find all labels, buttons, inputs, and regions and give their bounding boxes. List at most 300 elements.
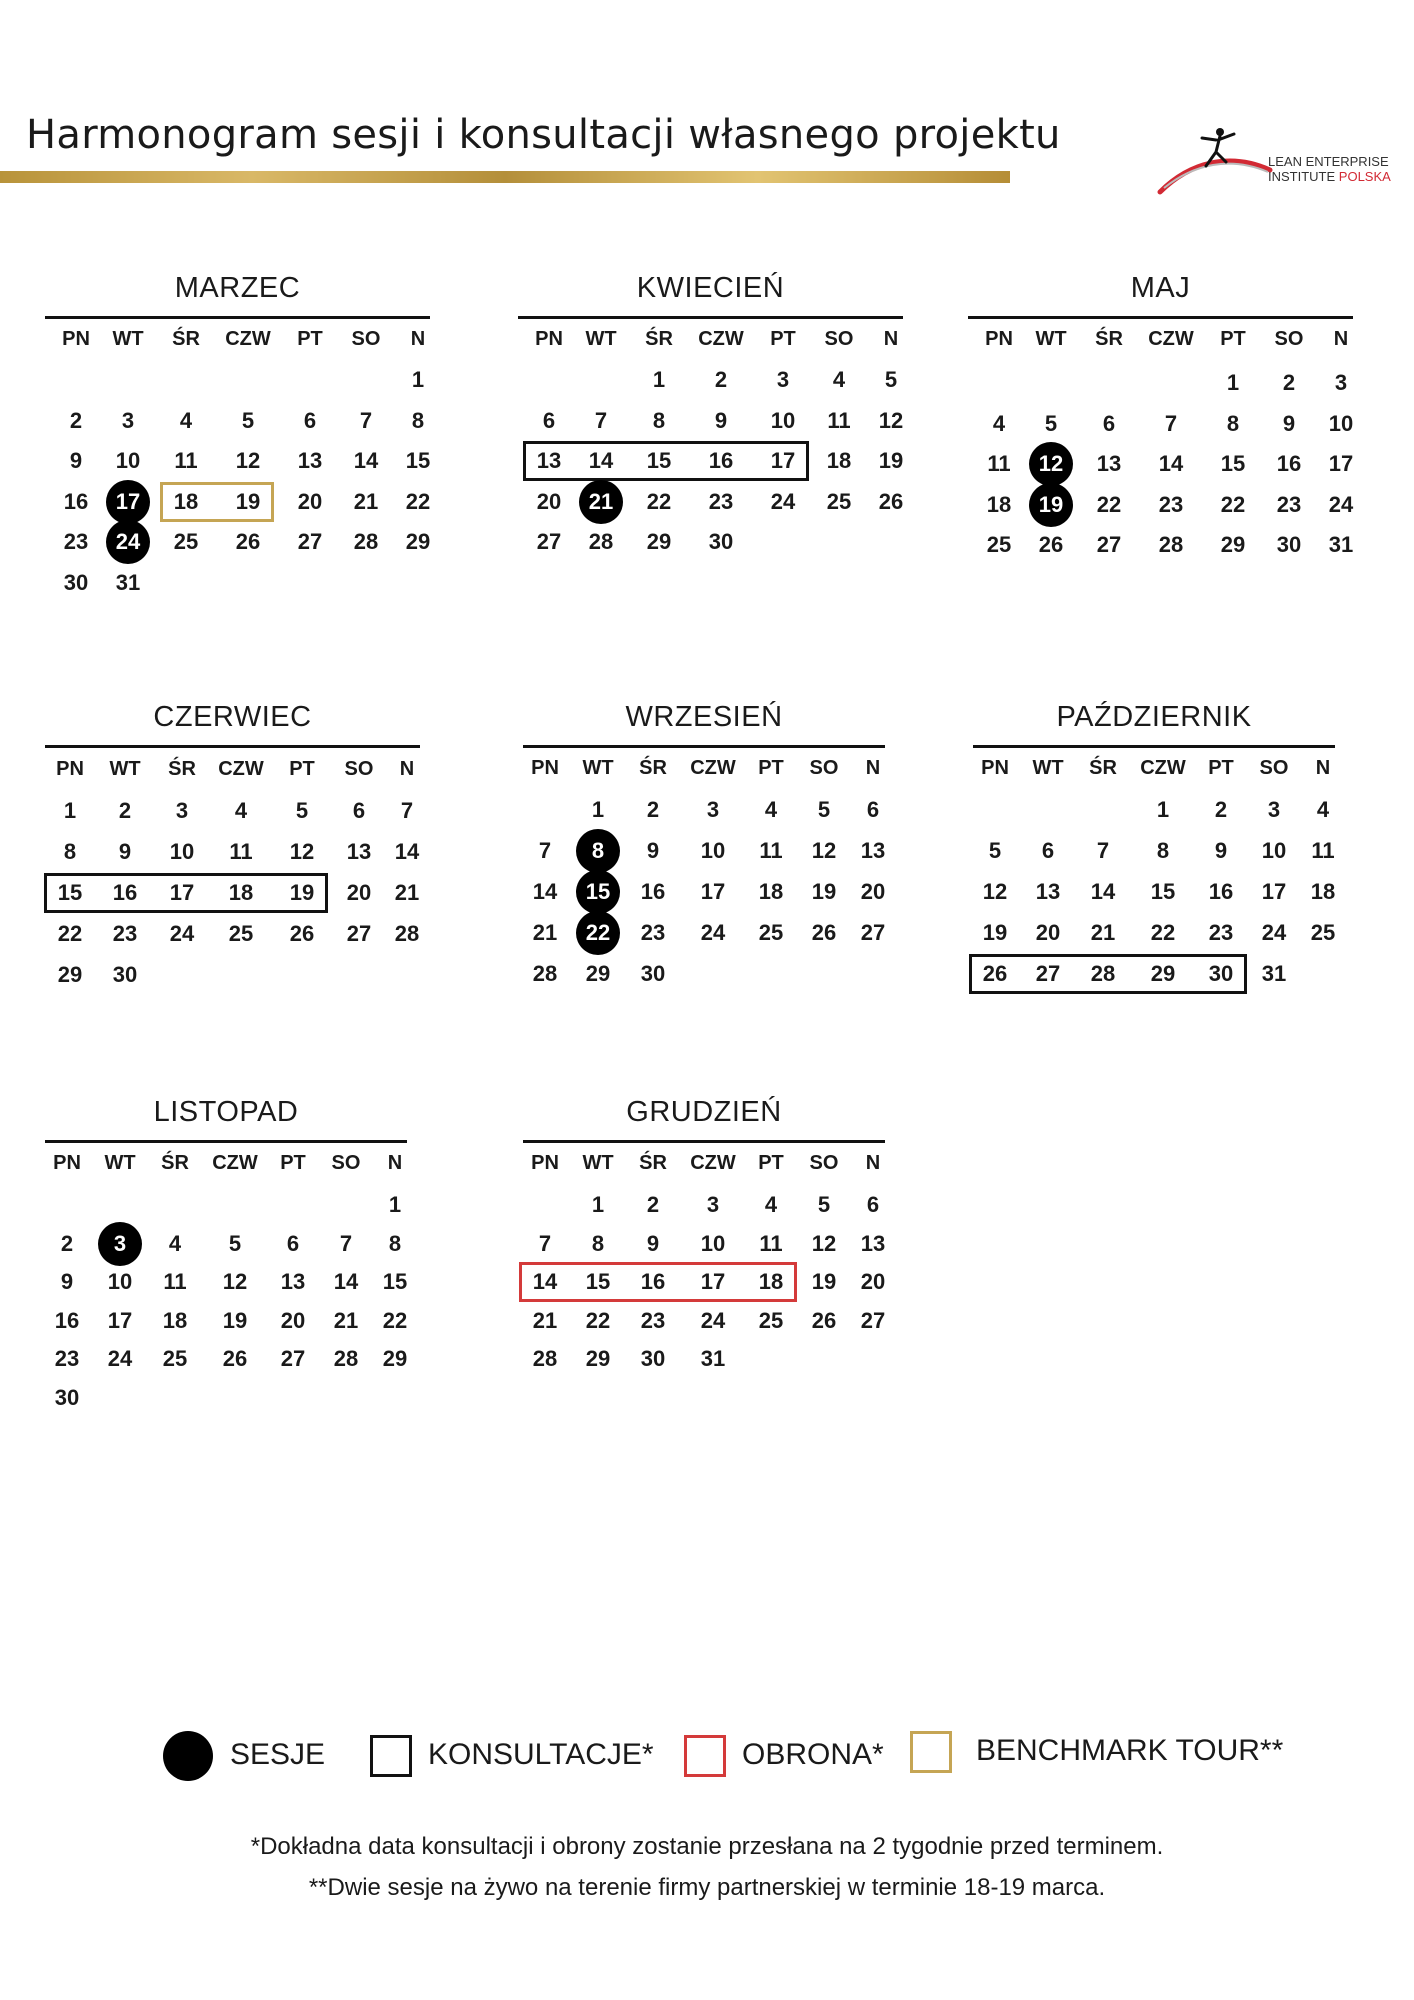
day-cell: 22 [382,1307,408,1333]
day-cell: 16 [640,879,666,904]
day-cell: 10 [169,839,195,864]
day-cell: 8 [63,839,77,864]
day-cell: 17 [107,1307,133,1333]
day-cell: 2 [60,1230,74,1256]
weekday-label: PN [985,328,1013,350]
day-cell: 31 [1261,961,1287,986]
day-cell: 13 [860,1230,886,1256]
day-cell: 11 [759,1230,783,1256]
day-cell: 1 [652,367,666,392]
gold-divider [0,171,1010,183]
day-cell: 10 [700,838,726,863]
day-cell: 9 [60,1269,74,1294]
day-cell: 24 [770,488,796,514]
day-cell: 12 [811,1230,837,1256]
day-cell: 20 [1035,920,1061,945]
legend-session-dot [163,1731,213,1781]
weekday-label: N [399,758,415,780]
day-cell: 3 [706,1192,720,1217]
day-cell: 27 [1096,532,1122,557]
session-day: 3 [98,1222,142,1266]
weekday-label: SO [351,328,381,350]
day-cell: 30 [708,529,734,554]
day-cell: 8 [388,1230,402,1256]
day-cell: 22 [57,921,83,946]
day-cell: 7 [359,407,373,433]
day-cell: 29 [1220,532,1246,557]
day-cell: 22 [1220,491,1246,517]
month-rule [45,316,430,319]
day-cell: 18 [826,448,852,473]
weekday-label: PN [531,757,559,779]
day-cell: 16 [640,1269,666,1294]
day-cell: 14 [532,879,558,904]
day-cell: 26 [982,961,1008,986]
day-cell: 8 [591,1230,605,1256]
weekday-label: CZW [1140,757,1186,779]
day-cell: 11 [987,451,1011,476]
day-cell: 10 [770,407,796,433]
day-cell: 29 [585,1346,611,1371]
day-cell: 6 [286,1230,300,1256]
day-cell: 11 [759,838,783,863]
day-cell: 30 [1208,961,1234,986]
day-cell: 19 [289,880,315,905]
day-cell: 31 [115,569,141,595]
day-cell: 23 [1158,491,1184,517]
day-cell: 12 [222,1269,248,1294]
day-cell: 20 [346,880,372,905]
day-cell: 28 [353,529,379,554]
weekday-label: PN [62,328,90,350]
day-cell: 21 [532,1307,558,1333]
day-cell: 26 [289,921,315,946]
day-cell: 25 [986,532,1012,557]
day-cell: 27 [297,529,323,554]
day-cell: 22 [585,1307,611,1333]
day-cell: 17 [770,448,796,473]
day-cell: 23 [54,1346,80,1371]
weekday-label: PN [53,1152,81,1174]
day-cell: 9 [646,1230,660,1256]
weekday-label: WT [585,328,617,350]
day-cell: 27 [280,1346,306,1371]
day-cell: 15 [646,448,672,473]
page-title: Harmonogram sesji i konsultacji własnego projektu [26,112,1061,158]
weekday-label: ŚR [1095,328,1123,350]
day-cell: 11 [827,407,851,433]
day-cell: 5 [228,1230,242,1256]
day-cell: 8 [411,407,425,433]
footnote-2: **Dwie sesje na żywo na terenie firmy partnerskiej w terminie 18-19 marca. [308,1874,1106,1901]
day-cell: 1 [1226,370,1240,395]
session-day: 24 [106,520,150,564]
logo-line-2b: POLSKA [1338,169,1391,184]
day-cell: 23 [112,921,138,946]
day-cell: 20 [860,879,886,904]
month-rule [518,316,903,319]
day-cell: 18 [758,879,784,904]
day-cell: 21 [532,920,558,945]
day-cell: 28 [1090,961,1116,986]
day-cell: 2 [1214,797,1228,822]
day-cell: 26 [878,488,904,514]
day-cell: 11 [1311,838,1335,863]
legend-benchmark-box [910,1731,952,1773]
day-cell: 24 [1328,491,1354,517]
month-rule [45,745,420,748]
weekday-label: ŚR [645,328,673,350]
day-cell: 17 [169,880,195,905]
day-cell: 24 [700,1307,726,1333]
day-cell: 30 [112,962,138,987]
day-cell: 4 [764,1192,778,1217]
logo-line-2a: INSTITUTE [1268,169,1339,184]
day-cell: 28 [532,1346,558,1371]
weekday-label: CZW [1148,328,1194,350]
day-cell: 29 [382,1346,408,1371]
day-cell: 9 [646,838,660,863]
day-cell: 24 [169,921,195,946]
day-cell: 18 [986,491,1012,517]
month-2 [518,272,903,572]
day-cell: 3 [121,407,135,433]
day-cell: 3 [175,798,189,823]
day-cell: 12 [235,448,261,473]
day-cell: 20 [280,1307,306,1333]
day-cell: 2 [69,407,83,433]
day-cell: 28 [1158,532,1184,557]
day-cell: 8 [1156,838,1170,863]
day-cell: 17 [700,1269,726,1294]
weekday-label: ŚR [1089,757,1117,779]
weekday-label: ŚR [639,1152,667,1174]
day-cell: 18 [758,1269,784,1294]
month-name: LISTOPAD [153,1096,299,1128]
day-cell: 19 [811,1269,837,1294]
day-cell: 23 [1208,920,1234,945]
day-cell: 14 [1090,879,1116,904]
weekday-label: ŚR [161,1152,189,1174]
day-cell: 25 [758,920,784,945]
weekday-label: N [865,1152,881,1174]
day-cell: 27 [346,921,372,946]
day-cell: 9 [69,448,83,473]
day-cell: 14 [588,448,614,473]
day-cell: 22 [1096,491,1122,517]
weekday-label: PT [770,328,796,350]
day-cell: 9 [1282,410,1296,436]
day-cell: 26 [235,529,261,554]
day-cell: 3 [1334,370,1348,395]
day-cell: 14 [394,839,420,864]
day-cell: 6 [866,1192,880,1217]
day-cell: 2 [646,797,660,822]
day-cell: 10 [1261,838,1287,863]
weekday-label: N [1315,757,1331,779]
day-cell: 22 [405,488,431,514]
day-cell: 1 [411,367,425,392]
day-cell: 4 [764,797,778,822]
day-cell: 30 [640,1346,666,1371]
day-cell: 24 [700,920,726,945]
day-cell: 12 [878,407,904,433]
day-cell: 5 [988,838,1002,863]
day-cell: 16 [1276,451,1302,476]
day-cell: 2 [118,798,132,823]
day-cell: 6 [352,798,366,823]
day-cell: 24 [1261,920,1287,945]
day-cell: 15 [1220,451,1246,476]
day-cell: 1 [63,798,77,823]
day-cell: 23 [708,488,734,514]
legend-consultation-box [370,1735,412,1777]
weekday-label: ŚR [172,328,200,350]
day-cell: 25 [826,488,852,514]
footnote-1: *Dokładna data konsultacji i obrony zostanie przesłana na 2 tygodnie przed terminem. [250,1833,1164,1860]
day-cell: 5 [1044,410,1058,436]
day-cell: 6 [866,797,880,822]
day-cell: 29 [57,962,83,987]
weekday-label: CZW [690,1152,736,1174]
day-cell: 21 [353,488,379,514]
day-cell: 6 [542,407,556,433]
legend-sessions-label: SESJE [230,1738,326,1771]
day-cell: 13 [297,448,323,473]
day-cell: 29 [405,529,431,554]
day-cell: 5 [295,798,309,823]
day-cell: 13 [280,1269,306,1294]
weekday-label: CZW [212,1152,258,1174]
day-cell: 15 [382,1269,408,1294]
day-cell: 8 [652,407,666,433]
weekday-label: CZW [698,328,744,350]
day-cell: 6 [1041,838,1055,863]
weekday-label: WT [1035,328,1067,350]
day-cell: 18 [1310,879,1336,904]
weekday-label: N [883,328,899,350]
weekday-label: ŚR [168,758,196,780]
day-cell: 28 [588,529,614,554]
weekday-label: CZW [218,758,264,780]
legend-defense-box [684,1735,726,1777]
day-cell: 22 [1150,920,1176,945]
weekday-label: WT [109,758,141,780]
session-day: 21 [579,480,623,524]
day-cell: 19 [878,448,904,473]
month-1 [45,272,431,595]
day-cell: 29 [646,529,672,554]
day-cell: 25 [1310,920,1336,945]
day-cell: 11 [229,839,253,864]
day-cell: 18 [162,1307,188,1333]
weekday-label: CZW [225,328,271,350]
day-cell: 1 [1156,797,1170,822]
day-cell: 5 [241,407,255,433]
month-8 [523,1096,885,1396]
day-cell: 26 [811,920,837,945]
weekday-label: ŚR [639,757,667,779]
day-cell: 7 [538,838,552,863]
month-name: KWIECIEŃ [636,272,785,304]
month-5 [523,701,885,1001]
month-name: PAŹDZIERNIK [1056,701,1252,733]
day-cell: 4 [832,367,846,392]
day-cell: 27 [536,529,562,554]
day-cell: 18 [228,880,254,905]
day-cell: 7 [538,1230,552,1256]
day-cell: 9 [1214,838,1228,863]
day-cell: 10 [115,448,141,473]
day-cell: 3 [776,367,790,392]
day-cell: 14 [532,1269,558,1294]
day-cell: 25 [758,1307,784,1333]
day-cell: 30 [640,961,666,986]
day-cell: 5 [817,797,831,822]
month-6 [973,701,1335,1001]
day-cell: 23 [1276,491,1302,517]
day-cell: 4 [179,407,193,433]
month-rule [523,1140,885,1143]
day-cell: 5 [817,1192,831,1217]
month-7 [45,1096,408,1410]
month-rule [968,316,1353,319]
day-cell: 23 [640,920,666,945]
weekday-label: PT [1220,328,1246,350]
weekday-label: N [1333,328,1349,350]
day-cell: 6 [1102,410,1116,436]
weekday-label: SO [344,758,374,780]
weekday-label: SO [809,757,839,779]
weekday-label: SO [1274,328,1304,350]
weekday-label: PT [1208,757,1234,779]
day-cell: 19 [235,488,261,514]
day-cell: 6 [303,407,317,433]
day-cell: 25 [162,1346,188,1371]
day-cell: 16 [708,448,734,473]
weekday-label: PN [535,328,563,350]
day-cell: 31 [700,1346,726,1371]
weekday-label: PT [289,758,315,780]
day-cell: 30 [1276,532,1302,557]
day-cell: 7 [594,407,608,433]
weekday-label: SO [809,1152,839,1174]
day-cell: 12 [289,839,315,864]
month-rule [973,745,1335,748]
logo-text [1268,154,1391,184]
day-cell: 15 [585,1269,611,1294]
weekday-label: WT [582,1152,614,1174]
weekday-label: N [410,328,426,350]
day-cell: 14 [333,1269,359,1294]
day-cell: 16 [1208,879,1234,904]
day-cell: 17 [1261,879,1287,904]
day-cell: 28 [333,1346,359,1371]
weekday-label: PT [758,757,784,779]
day-cell: 19 [222,1307,248,1333]
day-cell: 3 [1267,797,1281,822]
day-cell: 22 [646,488,672,514]
day-cell: 8 [1226,410,1240,436]
day-cell: 13 [1035,879,1061,904]
weekday-label: PT [758,1152,784,1174]
logo-line-1: LEAN ENTERPRISE [1268,154,1389,169]
day-cell: 12 [811,838,837,863]
month-name: CZERWIEC [153,701,312,733]
day-cell: 2 [714,367,728,392]
day-cell: 20 [860,1269,886,1294]
month-name: MARZEC [174,272,301,304]
day-cell: 26 [811,1307,837,1333]
legend-defense-label: OBRONA* [742,1738,884,1771]
day-cell: 12 [982,879,1008,904]
day-cell: 4 [992,410,1006,436]
day-cell: 25 [228,921,254,946]
weekday-label: WT [582,757,614,779]
day-cell: 27 [860,1307,886,1333]
day-cell: 13 [536,448,562,473]
day-cell: 13 [346,839,372,864]
day-cell: 13 [860,838,886,863]
day-cell: 21 [1090,920,1116,945]
day-cell: 15 [1150,879,1176,904]
day-cell: 29 [585,961,611,986]
weekday-label: PN [531,1152,559,1174]
session-day: 8 [576,829,620,873]
weekday-label: SO [824,328,854,350]
weekday-label: N [387,1152,403,1174]
weekday-label: PN [56,758,84,780]
day-cell: 3 [706,797,720,822]
legend-benchmark-label: BENCHMARK TOUR** [976,1734,1284,1767]
day-cell: 14 [1158,451,1184,476]
session-day: 15 [576,870,620,914]
weekday-label: N [865,757,881,779]
day-cell: 18 [173,488,199,514]
session-day: 22 [576,911,620,955]
day-cell: 28 [532,961,558,986]
day-cell: 24 [107,1346,133,1371]
session-day: 12 [1029,442,1073,486]
day-cell: 16 [63,488,89,514]
month-name: GRUDZIEŃ [626,1096,782,1128]
day-cell: 7 [400,798,414,823]
day-cell: 30 [54,1384,80,1410]
day-cell: 1 [591,797,605,822]
day-cell: 14 [353,448,379,473]
day-cell: 19 [811,879,837,904]
day-cell: 30 [63,569,89,595]
day-cell: 17 [700,879,726,904]
day-cell: 11 [174,448,198,473]
day-cell: 21 [394,880,420,905]
day-cell: 5 [884,367,898,392]
month-name: MAJ [1130,272,1191,304]
weekday-label: CZW [690,757,736,779]
day-cell: 4 [234,798,248,823]
month-rule [523,745,885,748]
session-day: 17 [106,480,150,524]
day-cell: 13 [1096,451,1122,476]
day-cell: 20 [536,488,562,514]
day-cell: 28 [394,921,420,946]
day-cell: 7 [339,1230,353,1256]
day-cell: 23 [63,529,89,554]
day-cell: 16 [112,880,138,905]
weekday-label: PT [297,328,323,350]
day-cell: 7 [1164,410,1178,436]
day-cell: 1 [388,1192,402,1217]
